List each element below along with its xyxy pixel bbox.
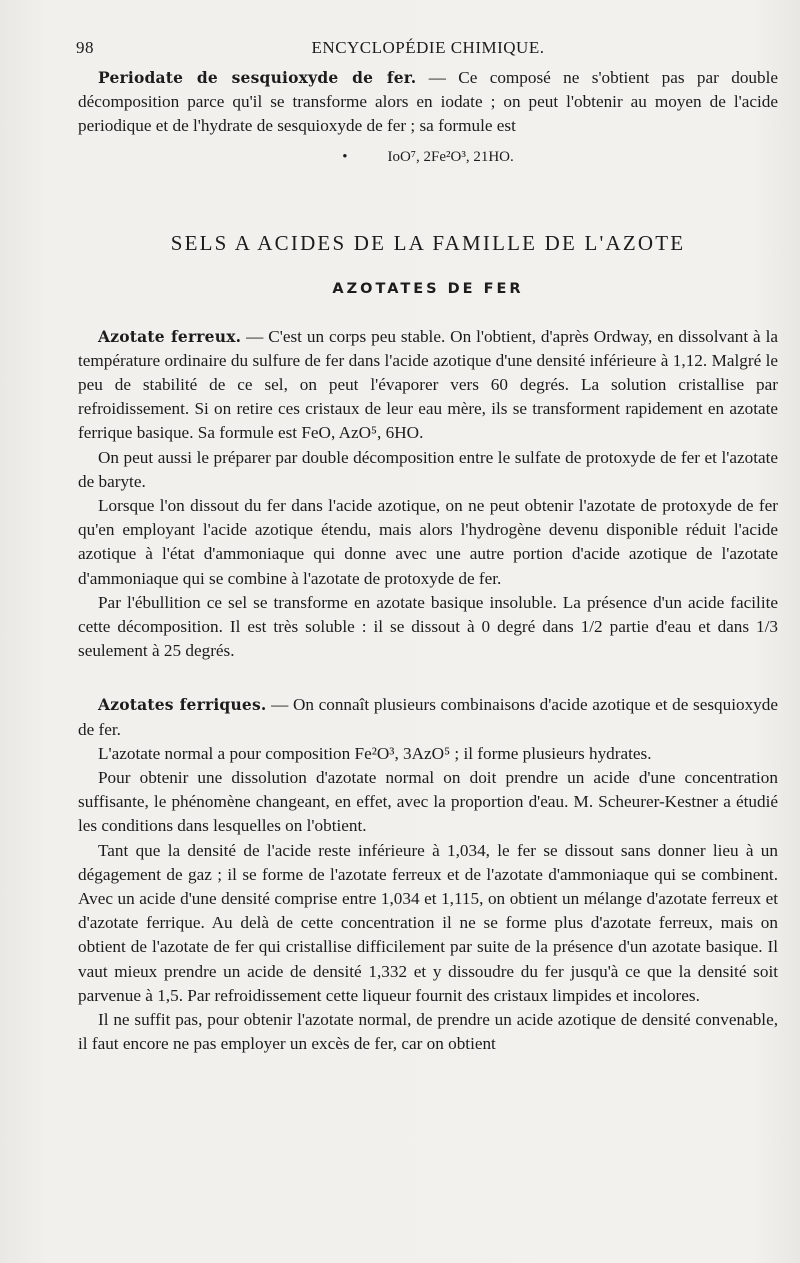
periodate-heading: Periodate de sesquioxyde de fer.	[98, 68, 417, 87]
periodate-text: — Ce composé ne s'obtient pas par double décomposition parce qu'il se transforme alors en iodate ; on peut l'obtenir au moyen de l'acide periodique et de l'hydrate de sesquioxyde de fer ; sa formule est	[78, 68, 779, 136]
azotate-ferreux-paragraph	[78, 325, 778, 446]
azotates-ferriques-heading: Azotates ferriques.	[98, 695, 267, 715]
bullet-mark: •	[342, 148, 348, 165]
running-title: ENCYCLOPÉDIE CHIMIQUE.	[311, 38, 545, 57]
azotates-ferriques-paragraph-3: Pour obtenir une dissolution d'azotate normal on doit prendre un acide d'une concentration suffisante, le phénomène changeant, en effet, avec la proportion d'eau. M. Scheurer-Kestner a étudié les conditions dans lesquelles on l'obtient.	[78, 768, 778, 836]
subsection-title: AZOTATES DE FER	[332, 280, 524, 297]
azotates-ferriques-paragraph-4: Tant que la densité de l'acide reste inférieure à 1,034, le fer se dissout sans donner lieu à un dégagement de gaz ; il se forme de l'azotate ferreux et de l'azotate d'ammoniaque qui se combinent. Avec un acide d'une densité comprise entre 1,034 et 1,115, on obtient un mélange d'azotate ferreux et d'azotate ferrique. Au delà de cette concentration il ne se forme plus d'azotate ferreux, mais on obtient de l'azotate de fer qui cristallise difficilement par suite de la présence d'un azotate basique. Il vaut mieux prendre un acide de densité 1,332 et y dissoudre du fer jusqu'à ce que la densité soit parvenue à 1,5. Par refroidissement cette liqueur fournit des cristaux limpides et incolores.	[78, 840, 778, 1005]
azotates-ferriques-paragraph	[78, 693, 778, 741]
periodate-formula-line	[78, 149, 778, 173]
azotates-ferriques-text: — On connaît plusieurs combinaisons d'acide azotique et de sesquioxyde de fer.	[78, 695, 778, 739]
azotates-ferriques-paragraph-5: Il ne suffit pas, pour obtenir l'azotate normal, de prendre un acide azotique de densité convenable, il faut encore ne pas employer un excès de fer, car on obtient	[78, 1010, 778, 1054]
section-gap	[78, 663, 778, 693]
page-number: 98	[76, 38, 94, 57]
azotate-ferreux-paragraph-3: Lorsque l'on dissout du fer dans l'acide azotique, on ne peut obtenir l'azotate de protoxyde de fer qu'en employant l'acide azotique étendu, mais alors l'hydrogène devenu disponible réduit l'acide azotique à l'état d'ammoniaque qui donne avec une autre portion d'acide azotique de l'azotate d'ammoniaque qui se combine à l'azotate de protoxyde de fer.	[78, 496, 778, 588]
azotate-ferreux-heading: Azotate ferreux.	[98, 326, 242, 346]
azotate-ferreux-paragraph-2: On peut aussi le préparer par double décomposition entre le sulfate de protoxyde de fer et l'azotate de baryte.	[78, 447, 778, 491]
azotates-ferriques-paragraph-2: L'azotate normal a pour composition Fe²O³, 3AzO⁵ ; il forme plusieurs hydrates.	[98, 743, 652, 763]
azotate-ferreux-paragraph-4: Par l'ébullition ce sel se transforme en azotate basique insoluble. La présence d'un acide facilite cette décomposition. Il est très soluble : il se dissout à 0 degré dans 1/2 partie d'eau et dans 1/3 seulement à 25 degrés.	[78, 592, 778, 661]
section-title: SELS A ACIDES DE LA FAMILLE DE L'AZOTE	[170, 230, 686, 255]
running-head	[78, 38, 778, 66]
page-content	[78, 38, 778, 1057]
periodate-formula: IoO⁷, 2Fe²O³, 21HO.	[387, 148, 514, 165]
periodate-paragraph	[78, 66, 778, 139]
azotate-ferreux-text: — C'est un corps peu stable. On l'obtient, d'après Ordway, en dissolvant à la température ordinaire du sulfure de fer dans l'acide azotique d'une densité inférieure à 1,12. Malgré le peu de stabilité de ce sel, on peut l'évaporer vers 60 degrés. La solution cristallise par refroidissement. Si on retire ces cristaux de leur eau mère, ils se transforment rapidement en azotate ferrique basique. Sa formule est FeO, AzO⁵, 6HO.	[78, 326, 778, 443]
